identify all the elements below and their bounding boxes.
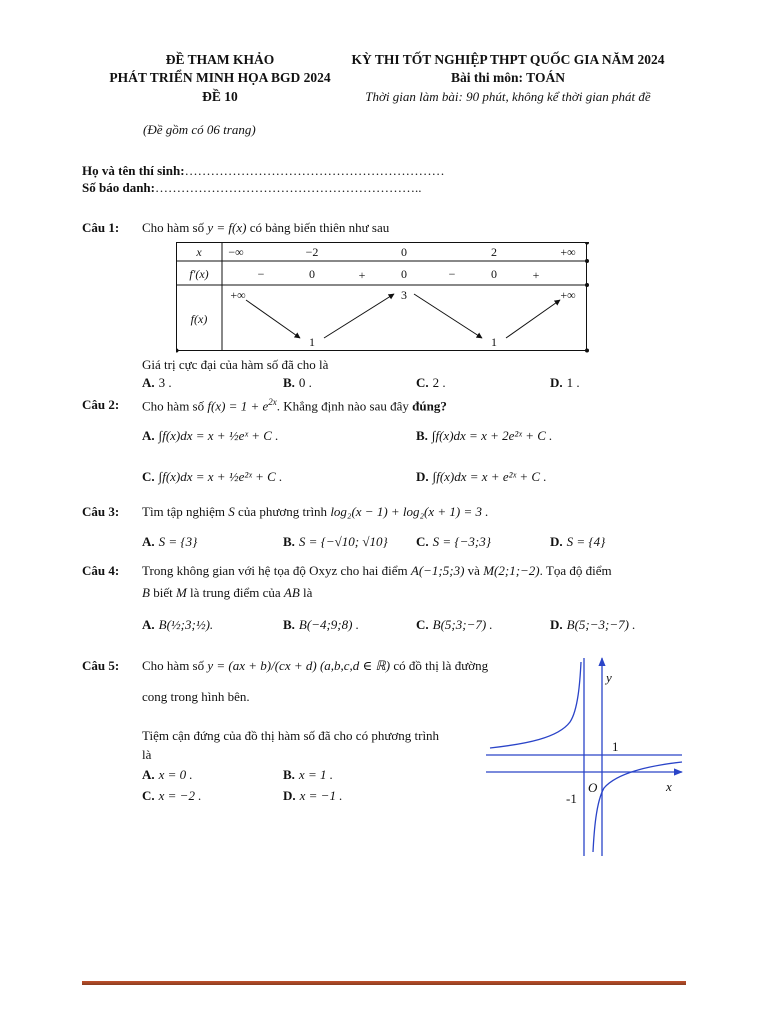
table-sign: 0 <box>491 267 497 281</box>
q5-option-c[interactable]: C. x = −2 . <box>142 788 202 803</box>
q5-question-line2: là <box>142 747 152 762</box>
graph-y-label: y <box>606 670 612 685</box>
table-fprime-head: f′(x) <box>189 267 209 281</box>
table-x-val: +∞ <box>560 245 576 259</box>
header-subject: Bài thi môn: TOÁN <box>451 70 565 85</box>
q2-option-c[interactable]: C. ∫f(x)dx = x + ½e²ˣ + C . <box>142 469 283 484</box>
header-development-note: PHÁT TRIỂN MINH HỌA BGD 2024 <box>109 70 331 85</box>
table-f-val: 3 <box>401 288 407 302</box>
candidate-name-dots: …………………………………………………… <box>184 163 445 178</box>
table-f-val: 1 <box>309 335 315 349</box>
curve-left-branch <box>490 662 581 748</box>
q2-option-d[interactable]: D. ∫f(x)dx = x + e²ˣ + C . <box>416 469 547 484</box>
q5-stem-line1: Cho hàm số y = (ax + b)/(cx + d) (a,b,c,d ∈ ℝ) có đồ thị là đường <box>142 658 489 673</box>
graph-origin-label: O <box>588 780 598 795</box>
header-exam-title: KỲ THI TỐT NGHIỆP THPT QUỐC GIA NĂM 2024 <box>351 52 665 67</box>
q4-option-d[interactable]: D. B(5;−3;−7) . <box>550 617 636 632</box>
q1-stem: Cho hàm số y = f(x) có bảng biến thiên như sau <box>142 220 390 235</box>
page-bottom-rule <box>82 981 686 985</box>
q3-label: Câu 3: <box>82 504 120 519</box>
table-x-head: x <box>196 245 202 259</box>
table-x-val: −2 <box>305 245 319 259</box>
table-sign: − <box>448 267 456 281</box>
q1-question: Giá trị cực đại của hàm số đã cho là <box>142 357 329 372</box>
q2-stem: Cho hàm số $f(x) = 1 + e^{2x}$. Khẳng định nào sau đây đúng? <box>142 397 447 414</box>
q3-option-b[interactable]: B. S = {−√10; √10} <box>283 534 388 549</box>
q2-option-a[interactable]: A. ∫f(x)dx = x + ½eˣ + C . <box>142 428 279 443</box>
q2-option-b[interactable]: B. ∫f(x)dx = x + 2e²ˣ + C . <box>416 428 553 443</box>
arrow-up <box>324 294 394 338</box>
table-sign: + <box>532 268 540 282</box>
q4-option-c[interactable]: C. B(5;3;−7) . <box>416 617 493 632</box>
q4-stem-line1: Trong không gian với hệ tọa độ Oxyz cho hai điểm A(−1;5;3) và M(2;1;−2). Tọa độ điểm <box>142 563 612 578</box>
q5-option-b[interactable]: B. x = 1 . <box>283 767 333 782</box>
variation-table <box>176 242 590 354</box>
q5-function-graph <box>486 652 686 858</box>
q5-question-line1: Tiệm cận đứng của đồ thị hàm số đã cho có phương trình <box>142 728 440 743</box>
table-f-val: +∞ <box>230 288 246 302</box>
q4-option-a[interactable]: A. B(½;3;½). <box>142 617 214 632</box>
q5-option-d[interactable]: D. x = −1 . <box>283 788 343 803</box>
q5-label: Câu 5: <box>82 658 120 673</box>
q5-option-a[interactable]: A. x = 0 . <box>142 767 193 782</box>
q5-stem-line2: cong trong hình bên. <box>142 689 250 704</box>
table-sign: − <box>257 267 265 281</box>
table-sign: + <box>358 268 366 282</box>
candidate-id-row <box>82 180 421 196</box>
q3-option-d[interactable]: D. S = {4} <box>550 534 606 549</box>
header-duration: Thời gian làm bài: 90 phút, không kể thời gian phát đề <box>365 89 651 104</box>
candidate-name-label: Họ và tên thí sinh: <box>82 163 185 178</box>
graph-x-label: x <box>666 779 672 794</box>
table-x-val: −∞ <box>228 245 244 259</box>
arrow-up <box>506 300 560 338</box>
table-f-val: 1 <box>491 335 497 349</box>
arrow-down <box>414 294 482 338</box>
table-sign: 0 <box>401 267 407 281</box>
table-f-val: +∞ <box>560 288 576 302</box>
q2-label: Câu 2: <box>82 397 120 412</box>
q1-option-b[interactable]: B. 0 . <box>283 375 312 390</box>
page-count-note: (Đề gồm có 06 trang) <box>143 122 256 137</box>
q1-option-a[interactable]: A. 3 . <box>142 375 172 390</box>
candidate-id-dots: …………………………………………………….. <box>154 180 422 195</box>
candidate-id-label: Số báo danh: <box>82 180 155 195</box>
graph-minus-one-label: -1 <box>566 791 577 806</box>
table-x-val: 2 <box>491 245 497 259</box>
candidate-name-row <box>82 163 445 179</box>
table-x-val: 0 <box>401 245 407 259</box>
q3-stem: Tìm tập nghiệm S của phương trình log₂(x − 1) + log₂(x + 1) = 3 . <box>142 504 489 519</box>
arrow-down <box>246 300 300 338</box>
q3-option-c[interactable]: C. S = {−3;3} <box>416 534 491 549</box>
graph-one-label: 1 <box>612 739 619 754</box>
q1-option-d[interactable]: D. 1 . <box>550 375 580 390</box>
curve-right-branch <box>593 762 682 852</box>
table-sign: 0 <box>309 267 315 281</box>
q4-stem-line2: B biết M là trung điểm của AB là <box>142 585 313 600</box>
q4-option-b[interactable]: B. B(−4;9;8) . <box>283 617 359 632</box>
q3-option-a[interactable]: A. S = {3} <box>142 534 198 549</box>
q4-label: Câu 4: <box>82 563 120 578</box>
q1-option-c[interactable]: C. 2 . <box>416 375 446 390</box>
header-exam-number: ĐỀ 10 <box>202 89 238 104</box>
table-f-head: f(x) <box>190 312 208 326</box>
header-exam-type: ĐỀ THAM KHẢO <box>165 52 275 67</box>
q1-label: Câu 1: <box>82 220 120 235</box>
